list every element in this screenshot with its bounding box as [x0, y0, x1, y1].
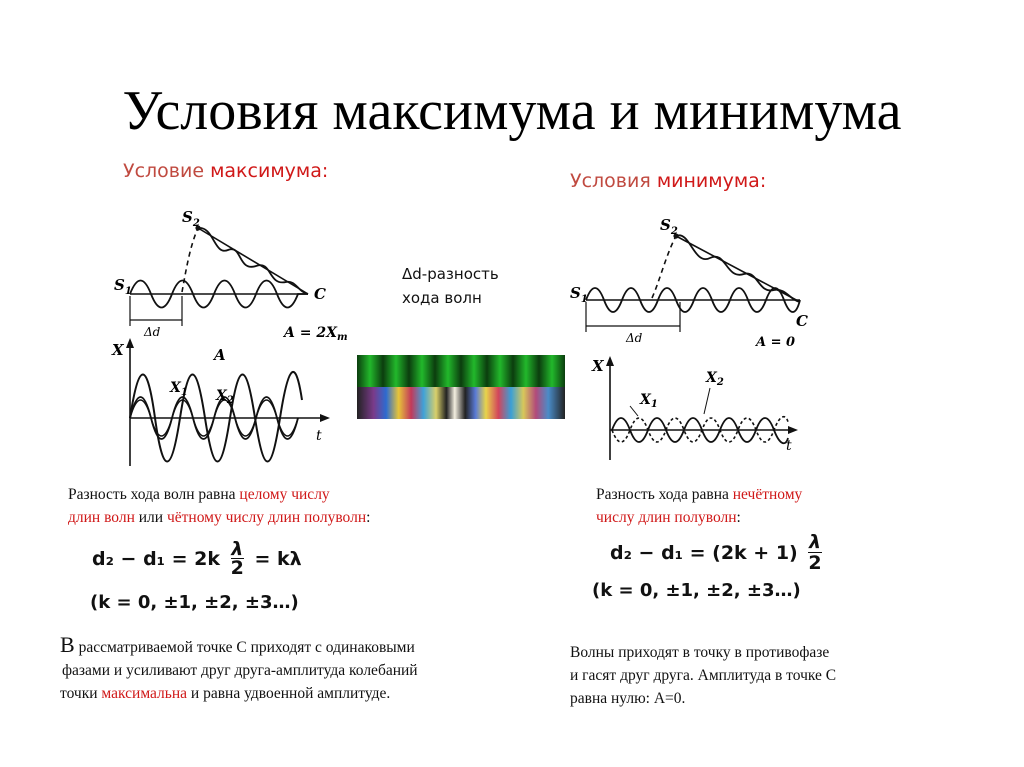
- s2-ray: [676, 236, 800, 302]
- min-formula-fraction: [808, 532, 821, 573]
- min-formula-two: 2: [808, 552, 822, 574]
- curve-x1-label: $X_1$: [170, 380, 188, 398]
- s2-ray: [198, 228, 308, 294]
- slide-title: Условия максимума и минимума: [122, 80, 902, 142]
- interference-fringes-image: [357, 355, 565, 419]
- minimum-formula: [610, 532, 826, 580]
- t-axis-arrow: [788, 426, 798, 434]
- maximum-interference-diagram: [110, 200, 370, 470]
- green-fringes: [357, 355, 565, 387]
- heading-minimum-prefix: Условия: [570, 170, 657, 192]
- x1-pointer: [630, 406, 638, 416]
- max-formula-fraction: [231, 540, 244, 577]
- curve-x1-label: $X_1$: [640, 392, 658, 410]
- max-text-1: Разность хода волн равна: [68, 486, 240, 503]
- c-label: C: [796, 312, 808, 330]
- c-label: C: [314, 285, 326, 303]
- path-difference-note-line-1: Δd-разность: [402, 265, 499, 283]
- max-formula-left: d₂ − d₁ = 2k: [92, 547, 220, 570]
- max-text-red-3: чётному числу длин полуволн: [166, 509, 367, 526]
- max-desc-dropcap: В: [60, 632, 75, 657]
- max-text-2: или: [134, 509, 167, 526]
- max-desc-3b: и равна удвоенной амплитуде.: [187, 685, 391, 702]
- minimum-description: [570, 641, 990, 710]
- t-axis-arrow: [320, 414, 330, 422]
- heading-maximum: [123, 160, 328, 182]
- max-desc-line-1: [60, 633, 540, 659]
- x-axis-label: X: [592, 357, 604, 375]
- dashed-arc: [182, 228, 198, 292]
- min-text-2: :: [736, 509, 741, 526]
- max-desc-3-red: максимальна: [101, 685, 188, 702]
- s1-label: $S_1$: [570, 284, 588, 305]
- heading-maximum-prefix: Условие: [123, 160, 211, 182]
- x2-pointer: [704, 388, 710, 414]
- delta-d-label: Δd: [144, 325, 161, 339]
- delta-d-label: Δd: [626, 331, 643, 345]
- x-axis-label: X: [112, 341, 124, 359]
- min-desc-line-3: равна нулю: А=0.: [570, 690, 686, 707]
- max-desc-line-2: фазами и усиливают друг друга-амплитуда колебаний: [62, 662, 418, 679]
- t-axis-label: t: [316, 428, 322, 444]
- min-desc-line-1: Волны приходят в точку в противофазе: [570, 644, 830, 661]
- min-text-red-1: нечётному: [732, 486, 803, 503]
- heading-minimum: [570, 170, 766, 192]
- minimum-condition-text: [596, 483, 956, 529]
- maximum-condition-text: [68, 483, 528, 529]
- min-text-1: Разность хода равна: [596, 486, 733, 503]
- t-axis-label: t: [786, 438, 792, 454]
- x-axis-arrow: [606, 356, 614, 366]
- max-formula-right: = kλ: [254, 547, 302, 570]
- s2-label: $S_2$: [660, 216, 678, 237]
- maximum-formula: [92, 540, 302, 584]
- minimum-interference-diagram: [560, 210, 820, 470]
- max-desc-line-3: [60, 682, 540, 705]
- maximum-k-condition: (k = 0, ±1, ±2, ±3…): [90, 592, 299, 613]
- curve-x2-label: $X_2$: [706, 370, 724, 388]
- max-formula-lambda: λ: [231, 538, 244, 560]
- maximum-description: [60, 633, 540, 705]
- max-text-red-2: длин волн: [68, 509, 135, 526]
- x-axis-arrow: [126, 338, 134, 348]
- path-difference-note: [402, 262, 499, 310]
- curve-a-label: A: [214, 346, 226, 364]
- max-text-red-1: целому числу: [239, 486, 330, 503]
- min-text-red-2: числу длин полуволн: [596, 509, 737, 526]
- curve-x2-label: $X_2$: [216, 388, 234, 406]
- path-difference-note-line-2: хода волн: [402, 289, 482, 307]
- max-formula-two: 2: [230, 557, 244, 579]
- min-formula-lambda: λ: [808, 531, 821, 553]
- s1-label: $S_1$: [114, 276, 132, 297]
- max-desc-3a: точки: [60, 685, 102, 702]
- min-desc-line-2: и гасят друг друга. Амплитуда в точке С: [570, 667, 837, 684]
- white-light-fringes: [357, 387, 565, 419]
- heading-minimum-highlight: минимума:: [656, 170, 767, 192]
- max-desc-1: рассматриваемой точке С приходят с одинаковыми: [74, 639, 415, 656]
- amplitude-label: $A = 2X_m$: [284, 325, 348, 343]
- s2-label: $S_2$: [182, 208, 200, 229]
- amplitude-label: A = 0: [756, 335, 796, 350]
- min-formula-left: d₂ − d₁ = (2k + 1): [610, 541, 798, 564]
- minimum-k-condition: (k = 0, ±1, ±2, ±3…): [592, 580, 801, 601]
- max-text-3: :: [366, 509, 371, 526]
- heading-maximum-highlight: максимума:: [210, 160, 329, 182]
